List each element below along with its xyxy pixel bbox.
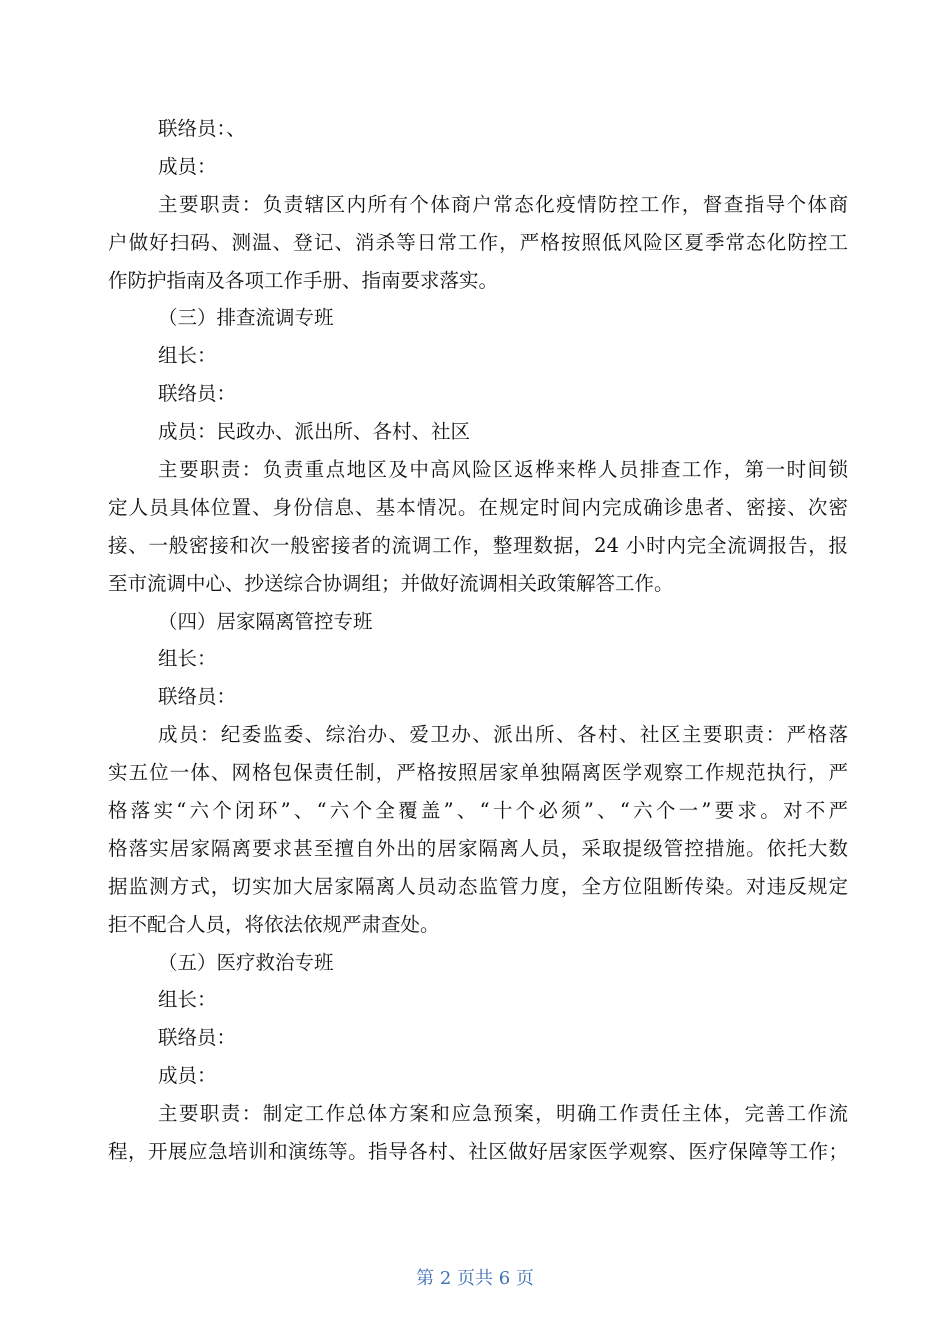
text-line: 主要职责：负责辖区内所有个体商户常态化疫情防控工作，督查指导个体商 [158,192,848,216]
text-line: 定人员具体位置、身份信息、基本情况。在规定时间内完成确诊患者、密接、次密 [108,495,848,519]
text-line: 接、一般密接和次一般密接者的流调工作，整理数据，24 小时内完全流调报告，报 [108,533,848,557]
text-line: 成员：民政办、派出所、各村、社区 [158,420,471,444]
text-line: 程，开展应急培训和演练等。指导各村、社区做好居家医学观察、医疗保障等工作； [108,1140,848,1164]
text-line: 组长： [158,344,217,368]
text-line: 至市流调中心、抄送综合协调组；并做好流调相关政策解答工作。 [108,571,674,595]
section-heading: （四）居家隔离管控专班 [158,609,373,633]
text-line: 联络员： [158,1026,237,1050]
text-line: 格落实居家隔离要求甚至擅自外出的居家隔离人员，采取提级管控措施。依托大数 [108,836,848,860]
text-line: 联络员：、 [158,117,246,140]
text-line: 组长： [158,647,217,671]
text-line: 联络员： [158,382,237,406]
text-line: 主要职责：制定工作总体方案和应急预案，明确工作责任主体，完善工作流 [158,1102,848,1126]
text-line: 格落实“六个闭环”、“六个全覆盖”、“十个必须”、“六个一”要求。对不严 [108,799,848,823]
text-line: 成员：纪委监委、综治办、爱卫办、派出所、各村、社区主要职责：严格落 [158,723,848,747]
text-line: 作防护指南及各项工作手册、指南要求落实。 [108,268,499,292]
page-number-footer: 第 2 页共 6 页 [416,1268,534,1289]
text-line: 成员： [158,154,217,178]
text-line: 成员： [158,1064,217,1088]
document-body [108,110,848,1171]
text-line: 联络员： [158,685,237,709]
text-line: 实五位一体、网格包保责任制，严格按照居家单独隔离医学观察工作规范执行，严 [108,761,848,785]
text-line: 拒不配合人员，将依法依规严肃查处。 [108,912,440,936]
text-line: 主要职责：负责重点地区及中高风险区返桦来桦人员排查工作，第一时间锁 [158,458,848,482]
text-line: 户做好扫码、测温、登记、消杀等日常工作，严格按照低风险区夏季常态化防控工 [108,230,848,254]
section-heading: （三）排查流调专班 [158,306,334,330]
text-line: 据监测方式，切实加大居家隔离人员动态监管力度，全方位阻断传染。对违反规定 [108,874,848,898]
section-heading: （五）医疗救治专班 [158,950,334,974]
text-line: 组长： [158,988,217,1012]
